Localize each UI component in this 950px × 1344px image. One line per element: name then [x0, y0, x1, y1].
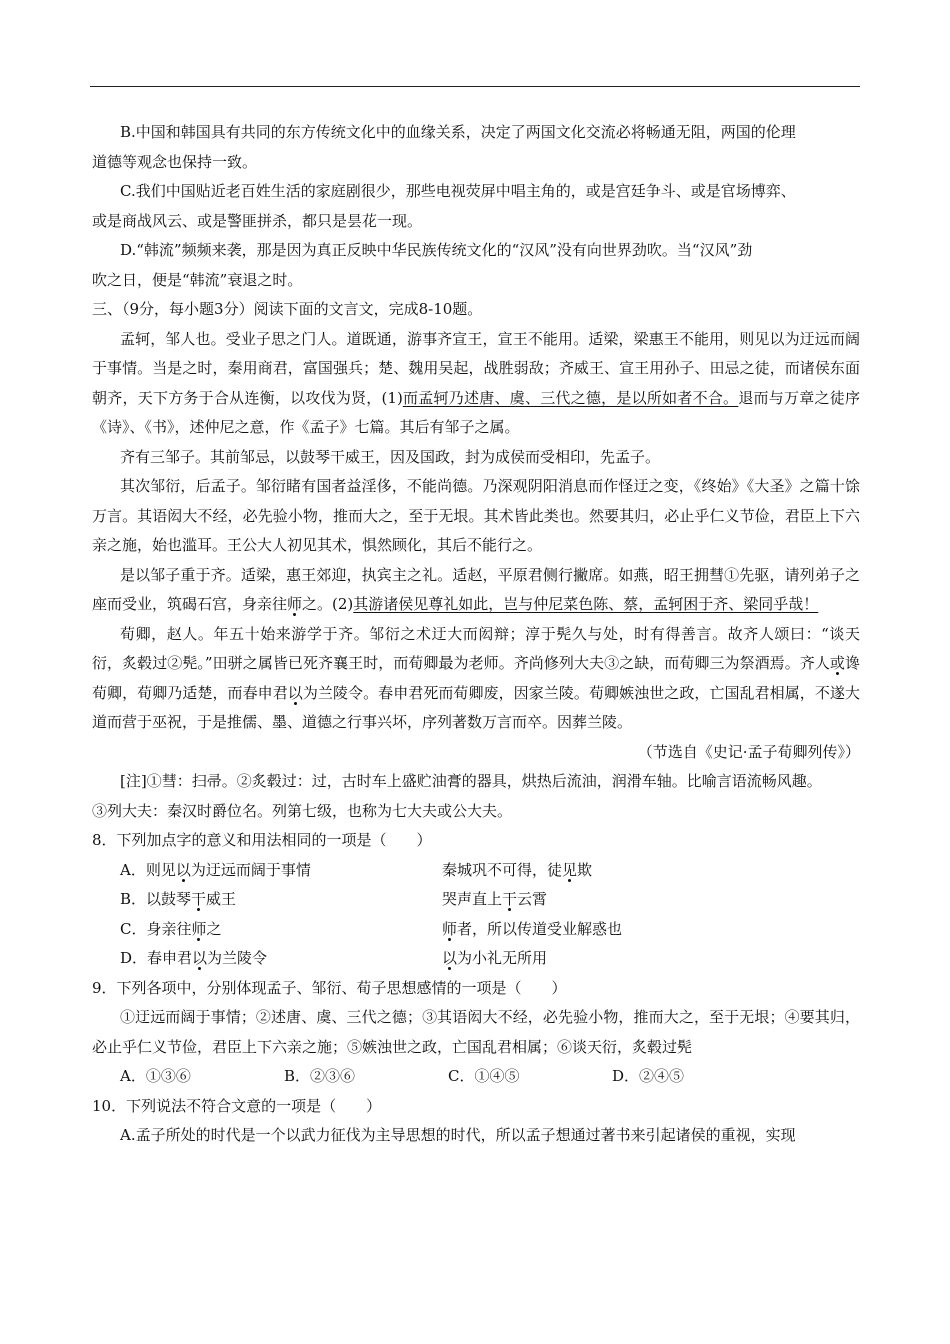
dotted-char: 干 — [502, 890, 518, 908]
passage-source: （节选自《史记·孟子荀卿列传》） — [637, 742, 860, 761]
question-8-option-a[interactable]: A．则见以为迂远而阔于事情 秦城巩不可得，徒见欺 — [120, 860, 593, 879]
dotted-char: 干 — [191, 890, 207, 908]
question-9-items: ①迂远而阔于事情；②述唐、虞、三代之德；③其语闳大不经，必先验小物，推而大之，至于无垠；④要其归，必止乎仁义节俭，君臣上下六亲之施；⑤嫉浊世之政，亡国乱君相属；⑥谈天衍，炙毂过髡 — [92, 1008, 860, 1056]
question-9-choices — [92, 1062, 860, 1092]
header-rule — [90, 86, 860, 87]
passage-paragraph-5: 荀卿，赵人。年五十始来游学于齐。邹衍之术迂大而闳辩；淳于髡久与处，时有得善言。故齐人颂曰：“谈天衍，炙毂过②髡。”田骈之属皆已死齐襄王时，而荀卿最为老师。齐尚修列大夫③之缺，而荀卿三为祭酒焉。齐人或谗荀卿，荀卿乃适楚，而春申君以为兰陵令。春申君死而荀卿废，因家兰陵。荀卿嫉浊世之政，亡国乱君相属，不遂大道而营于巫祝，于是推儒、墨、道德之行事兴坏，序列著数万言而卒。因葬兰陵。 — [92, 624, 860, 731]
option-d-prev: D.“韩流”频频来袭，那是因为真正反映中华民族传统文化的“汉风”没有向世界劲吹。当“汉风”劲 吹之日，便是“韩流”衰退之时。 — [92, 241, 753, 289]
passage-paragraph-4: 是以邹子重于齐。适梁，惠王郊迎，执宾主之礼。适赵，平原君侧行撇席。如燕，昭王拥彗①先驱，请列弟子之座而受业，筑碣石宫，身亲往师之。(2)其游诸侯见尊礼如此，岂与仲尼菜色陈、蔡，孟轲困于齐、梁同乎哉！ — [92, 565, 860, 613]
passage-paragraph-3: 其次邹衍，后孟子。邹衍睹有国者益淫侈，不能尚德。乃深观阴阳消息而作怪迂之变，《终始》《大圣》之篇十馀万言。其语闳大不经，必先验小物，推而大之，至于无垠。其术皆此类也。然要其归，必止乎仁义节俭，君臣上下六亲之施，始也滥耳。王公大人初见其术，惧然顾化，其后不能行之。 — [92, 477, 860, 554]
question-8-option-d[interactable]: D．春申君以为兰陵令 以为小礼无所用 — [120, 949, 548, 967]
question-9-option-b[interactable]: B．②③⑥ — [284, 1067, 356, 1085]
passage-paragraph-1: 孟轲，邹人也。受业子思之门人。道既通，游事齐宣王，宣王不能用。适梁，梁惠王不能用，则见以为迂远而阔于事情。当是之时，秦用商君，富国强兵；楚、魏用吴起，战胜弱敌；齐威王、宣王用孙子、田忌之徒，而诸侯东面朝齐，天下方务于合从连衡，以攻伐为贤，(1)而孟轲乃述唐、虞、三代之德，是以所如者不合。退而与万章之徒序《诗》、《书》，述仲尼之意，作《孟子》七篇。其后有邹子之属。 — [92, 329, 860, 436]
question-10-option-a[interactable]: A.孟子所处的时代是一个以武力征伐为主导思想的时代，所以孟子想通过著书来引起诸侯的重视，实现 — [120, 1126, 796, 1144]
option-b-prev: B.中国和韩国具有共同的东方传统文化中的血缘关系，决定了两国文化交流必将畅通无阻，两国的伦理 道德等观念也保持一致。 — [92, 123, 796, 171]
dotted-char: 以 — [192, 949, 208, 967]
question-9-option-a[interactable]: A．①③⑥ — [120, 1067, 191, 1085]
section-heading: 三、（9分，每小题3分）阅读下面的文言文，完成8-10题。 — [92, 300, 483, 318]
question-8-option-b[interactable]: B．以鼓琴干威王 哭声直上干云霄 — [120, 890, 548, 908]
question-9-option-c[interactable]: C．①④⑤ — [448, 1067, 520, 1085]
dotted-char: 以 — [287, 683, 303, 702]
page-content — [92, 118, 860, 1151]
question-8-stem: 8．下列加点字的意义和用法相同的一项是（ ） — [92, 831, 432, 849]
dotted-char: 见 — [562, 860, 578, 879]
dotted-char: 师 — [191, 919, 207, 938]
passage-paragraph-2: 齐有三邹子。其前邹忌，以鼓琴干威王，因及国政，封为成侯而受相印，先孟子。 — [120, 447, 661, 466]
dotted-char: 师 — [287, 595, 303, 613]
dotted-char: 以 — [175, 860, 191, 879]
question-10-stem: 10．下列说法不符合文意的一项是（ ） — [92, 1096, 382, 1115]
annotation-notes: [注]①彗：扫帚。②炙毂过：过，古时车上盛贮油膏的器具，烘热后流油，润滑车轴。比喻言语流畅风趣。 ③列大夫：秦汉时爵位名。列第七级，也称为七大夫或公大夫。 — [92, 772, 822, 820]
underlined-sentence-2: 其游诸侯见尊礼如此，岂与仲尼菜色陈、蔡，孟轲困于齐、梁同乎哉！ — [353, 595, 819, 613]
option-c-prev: C.我们中国贴近老百姓生活的家庭剧很少，那些电视荧屏中唱主角的，或是宫廷争斗、或是官场博弈、 或是商战风云、或是警匪拼杀，都只是昙花一现。 — [92, 182, 796, 230]
question-9-stem: 9．下列各项中，分别体现孟子、邹衍、荀子思想感情的一项是（ ） — [92, 978, 567, 997]
question-8-option-c[interactable]: C．身亲往师之 师者，所以传道受业解惑也 — [120, 919, 623, 938]
underlined-sentence-1: 而孟轲乃述唐、虞、三代之德，是以所如者不合。 — [402, 388, 739, 407]
dotted-char: 以 — [442, 949, 458, 967]
dotted-char: 师 — [442, 919, 458, 938]
dotted-char: 或 — [829, 654, 845, 672]
question-9-option-d[interactable]: D．②④⑤ — [612, 1067, 685, 1085]
